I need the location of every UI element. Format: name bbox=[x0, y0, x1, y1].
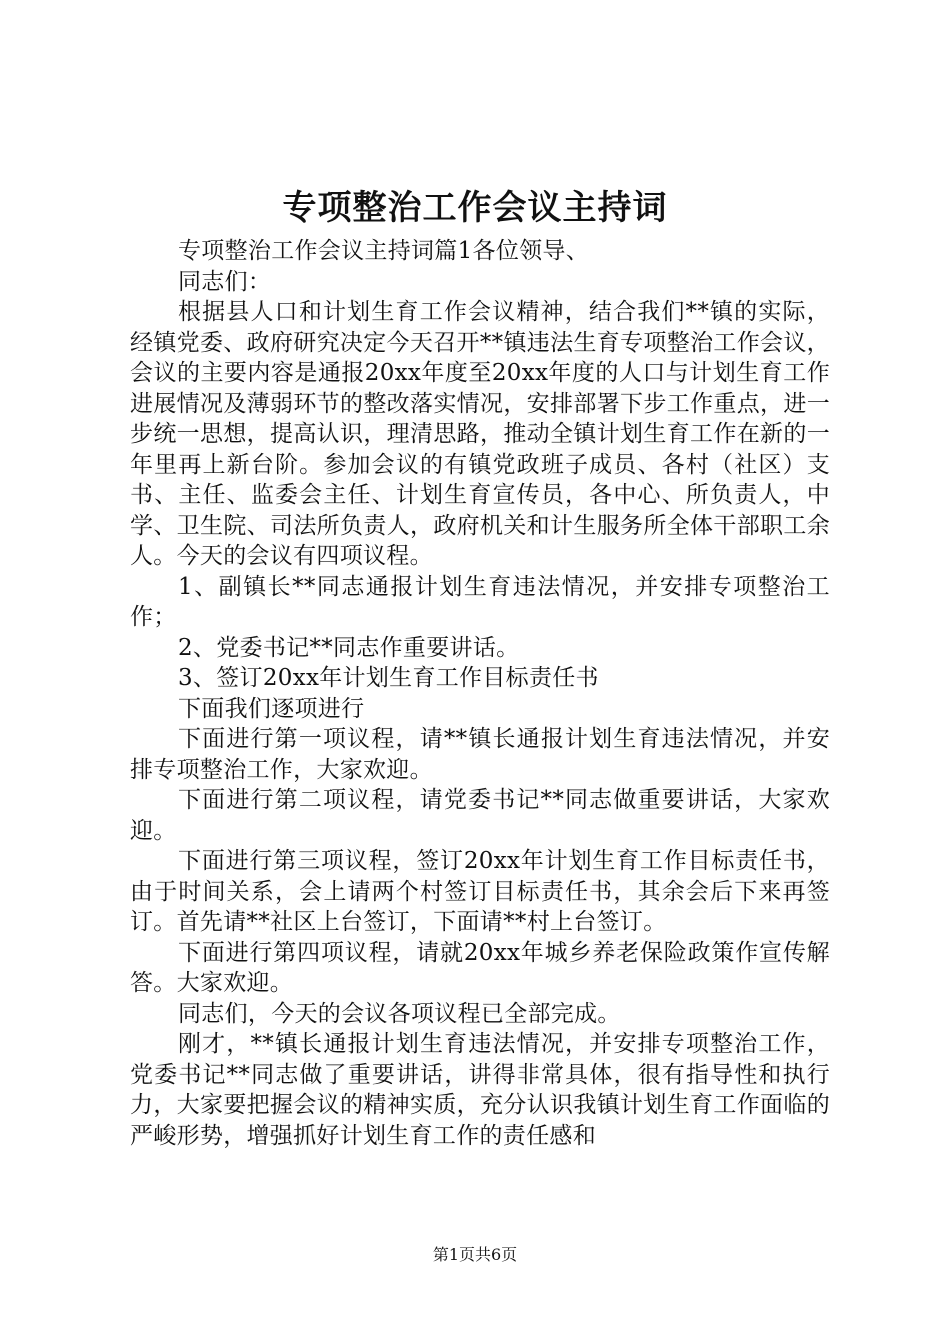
document-title: 专项整治工作会议主持词 bbox=[282, 188, 668, 228]
paragraph: 下面进行第二项议程，请党委书记**同志做重要讲话，大家欢迎。 bbox=[130, 787, 830, 844]
paragraph: 同志们，今天的会议各项议程已全部完成。 bbox=[178, 1000, 621, 1027]
page-footer bbox=[0, 1244, 950, 1266]
paragraph: 1、副镇长**同志通报计划生育违法情况，并安排专项整治工作； bbox=[130, 573, 830, 630]
page-total: 共6页 bbox=[475, 1245, 518, 1264]
paragraph: 根据县人口和计划生育工作会议精神，结合我们**镇的实际，经镇党委、政府研究决定今天召开**镇违法生育专项整治工作会议，会议的主要内容是通报20xx年度至20xx年度的人口与计划生育工作进展情况及薄弱环节的整改落实情况，安排部署下步工作重点，进一步统一思想，提高认识，理清思路，推动全镇计划生育工作在新的一年里再上新台阶。参加会议的有镇党政班子成员、各村（社区）支书、主任、监委会主任、计划生育宣传员，各中心、所负责人，中学、卫生院、司法所负责人，政府机关和计生服务所全体干部职工余人。今天的会议有四项议程。 bbox=[130, 299, 830, 569]
paragraph: 下面进行第四项议程，请就20xx年城乡养老保险政策作宣传解答。大家欢迎。 bbox=[130, 939, 830, 996]
paragraph: 同志们： bbox=[178, 268, 272, 295]
paragraph: 下面进行第一项议程，请**镇长通报计划生育违法情况，并安排专项整治工作，大家欢迎。 bbox=[130, 726, 830, 783]
page-number: 第1页 bbox=[432, 1245, 475, 1264]
paragraph: 下面我们逐项进行 bbox=[178, 695, 365, 722]
paragraph: 下面进行第三项议程，签订20xx年计划生育工作目标责任书，由于时间关系，会上请两个村签订目标责任书，其余会后下来再签订。首先请**社区上台签订，下面请**村上台签订。 bbox=[130, 848, 830, 935]
paragraph: 3、签订20xx年计划生育工作目标责任书 bbox=[178, 665, 599, 691]
paragraph: 刚才，**镇长通报计划生育违法情况，并安排专项整治工作，党委书记**同志做了重要讲话，讲得非常具体，很有指导性和执行力，大家要把握会议的精神实质，充分认识我镇计划生育工作面临的严峻形势，增强抓好计划生育工作的责任感和 bbox=[130, 1031, 830, 1149]
document-body bbox=[130, 236, 830, 1151]
paragraph: 专项整治工作会议主持词篇1各位领导、 bbox=[178, 238, 590, 264]
paragraph: 2、党委书记**同志作重要讲话。 bbox=[178, 634, 520, 661]
